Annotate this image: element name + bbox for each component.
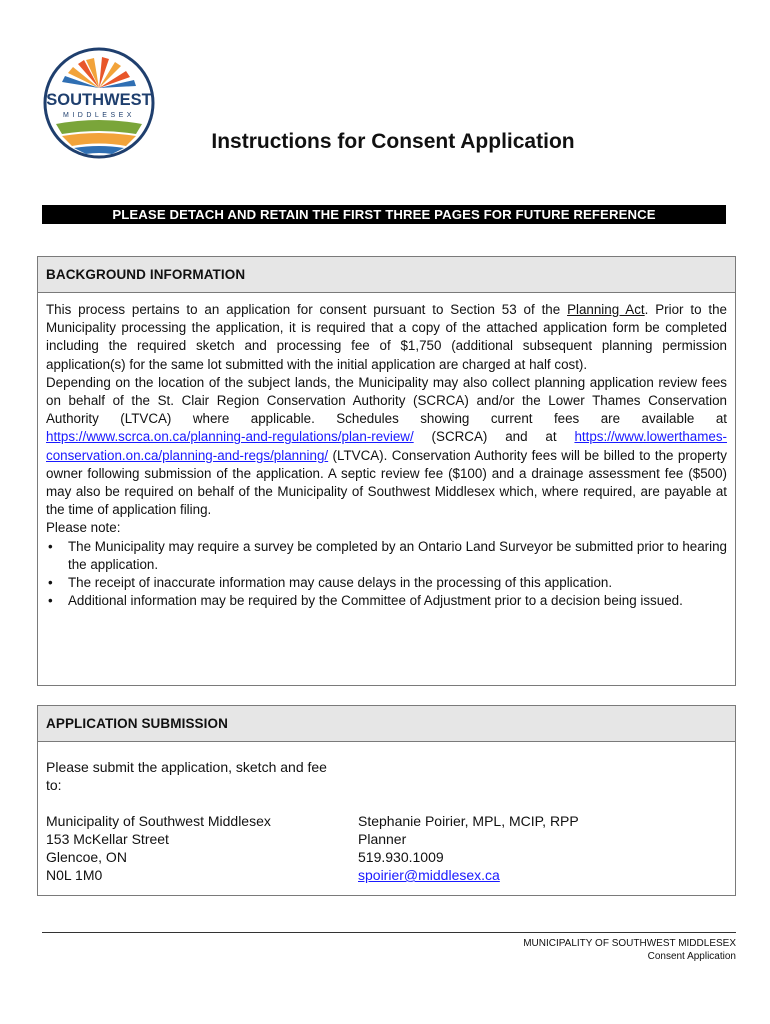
contact-email-link[interactable]: spoirier@middlesex.ca: [358, 867, 500, 883]
list-item: • Additional information may be required by the Committee of Adjustment prior to a decision being issued.: [46, 592, 727, 610]
p2-text-a: Depending on the location of the subject lands, the Municipality may also collect planning application review fees on behalf of the St. Clair Region Conservation Authority (SCRCA) and/or the Lower Thames Conservation Authority (LTVCA) where applicable. Schedules showing current fees are available at: [46, 374, 727, 427]
page-title: Instructions for Consent Application: [211, 130, 575, 153]
contact-role: Planner: [358, 831, 407, 847]
address-line: 153 McKellar Street: [46, 831, 169, 847]
p1-text-b: . Prior to the Municipality processing the application, it is required that a copy of the attached application form be completed including the required sketch and processing fee of $1,750 (additional subsequent planning permission application(s) for the same lot submitted with the initial application are charged at half cost).: [46, 302, 728, 372]
municipality-address: [46, 812, 271, 884]
paragraph-processing-fee: [46, 301, 727, 374]
ltvca-link[interactable]: https://www.lowerthames-conservation.on.ca/planning-and-regs/planning/: [46, 429, 727, 463]
contact-phone: 519.930.1009: [358, 849, 444, 865]
page-footer: [523, 937, 736, 963]
notes-list: [46, 538, 727, 611]
p1-text-a: This process pertains to an application for consent pursuant to Section 53 of the: [46, 302, 568, 317]
logo-name-top: SOUTHWEST: [46, 91, 152, 109]
paragraph-conservation-fees: [46, 374, 727, 520]
planner-contact: [358, 812, 579, 884]
submission-section: [37, 705, 736, 896]
contact-name: Stephanie Poirier, MPL, MCIP, RPP: [358, 813, 579, 829]
background-body: [38, 293, 735, 610]
background-heading: BACKGROUND INFORMATION: [38, 257, 735, 293]
submission-intro: Please submit the application, sketch and fee to:: [46, 759, 327, 793]
footer-doc: Consent Application: [647, 951, 736, 962]
footer-divider: [42, 932, 736, 933]
footer-org: MUNICIPALITY OF SOUTHWEST MIDDLESEX: [523, 938, 736, 949]
address-line: Municipality of Southwest Middlesex: [46, 813, 271, 829]
planning-act-reference: Planning Act: [567, 302, 645, 317]
p2-text-c: (LTVCA). Conservation Authority fees will be billed to the property owner following submission of the application. A septic review fee ($100) and a drainage assessment fee ($500) may also be required on behalf of the Municipality of Southwest Middlesex which, where required, are payable at the time of application filing.: [46, 447, 727, 518]
address-line: Glencoe, ON: [46, 849, 127, 865]
logo-name-bottom: MIDDLESEX: [63, 112, 135, 119]
p2-text-b: (SCRCA) and at: [413, 429, 575, 445]
scrca-link[interactable]: https://www.scrca.on.ca/planning-and-regulations/plan-review/: [46, 429, 414, 445]
address-line: N0L 1M0: [46, 867, 103, 883]
detach-banner: PLEASE DETACH AND RETAIN THE FIRST THREE PAGES FOR FUTURE REFERENCE: [42, 205, 726, 224]
background-section: [37, 256, 736, 686]
list-item: • The receipt of inaccurate information may cause delays in the processing of this application.: [46, 574, 727, 592]
note-label: Please note:: [46, 520, 121, 536]
submission-heading: APPLICATION SUBMISSION: [38, 706, 735, 742]
list-item: • The Municipality may require a survey be completed by an Ontario Land Surveyor be submitted prior to hearing the application.: [46, 538, 727, 574]
